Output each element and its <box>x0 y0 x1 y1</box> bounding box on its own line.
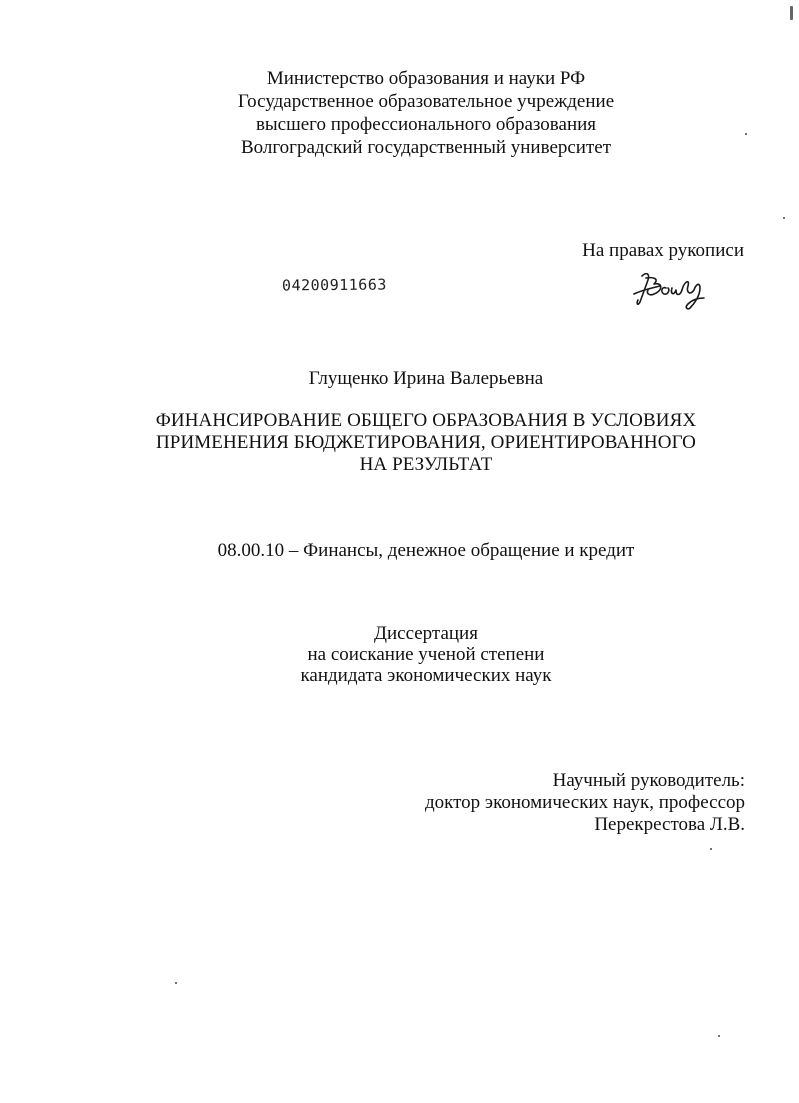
specialty-code: 08.00.10 – Финансы, денежное обращение и кредит <box>217 540 635 561</box>
scan-speck <box>745 133 747 135</box>
signature-icon <box>632 268 708 312</box>
scan-speck <box>175 982 177 984</box>
supervisor-name: Перекрестова Л.В. <box>594 814 745 835</box>
ministry-line: Министерство образования и науки РФ <box>266 68 586 89</box>
scan-speck <box>710 848 712 850</box>
university-line: Волгоградский государственный университет <box>240 137 612 158</box>
institution-line-1: Государственное образовательное учреждение <box>237 91 615 112</box>
supervisor-label: Научный руководитель: <box>552 770 745 791</box>
scan-mark <box>790 6 793 20</box>
degree-line-2: на соискание ученой степени <box>307 644 545 665</box>
title-line-1: ФИНАНСИРОВАНИЕ ОБЩЕГО ОБРАЗОВАНИЯ В УСЛОВИЯХ <box>155 410 697 431</box>
author-name: Глущенко Ирина Валерьевна <box>308 368 544 389</box>
scan-speck <box>783 217 785 219</box>
rights-note: На правах рукописи <box>582 240 744 261</box>
institution-line-2: высшего профессионального образования <box>255 114 597 135</box>
title-line-2: ПРИМЕНЕНИЯ БЮДЖЕТИРОВАНИЯ, ОРИЕНТИРОВАННОГО <box>155 432 697 453</box>
serial-number: 04200911663 <box>281 275 387 295</box>
degree-line-3: кандидата экономических наук <box>300 665 552 686</box>
supervisor-credentials: доктор экономических наук, профессор <box>424 792 745 813</box>
scan-speck <box>718 1035 720 1037</box>
degree-line-1: Диссертация <box>374 623 478 644</box>
title-line-3: НА РЕЗУЛЬТАТ <box>359 454 493 475</box>
